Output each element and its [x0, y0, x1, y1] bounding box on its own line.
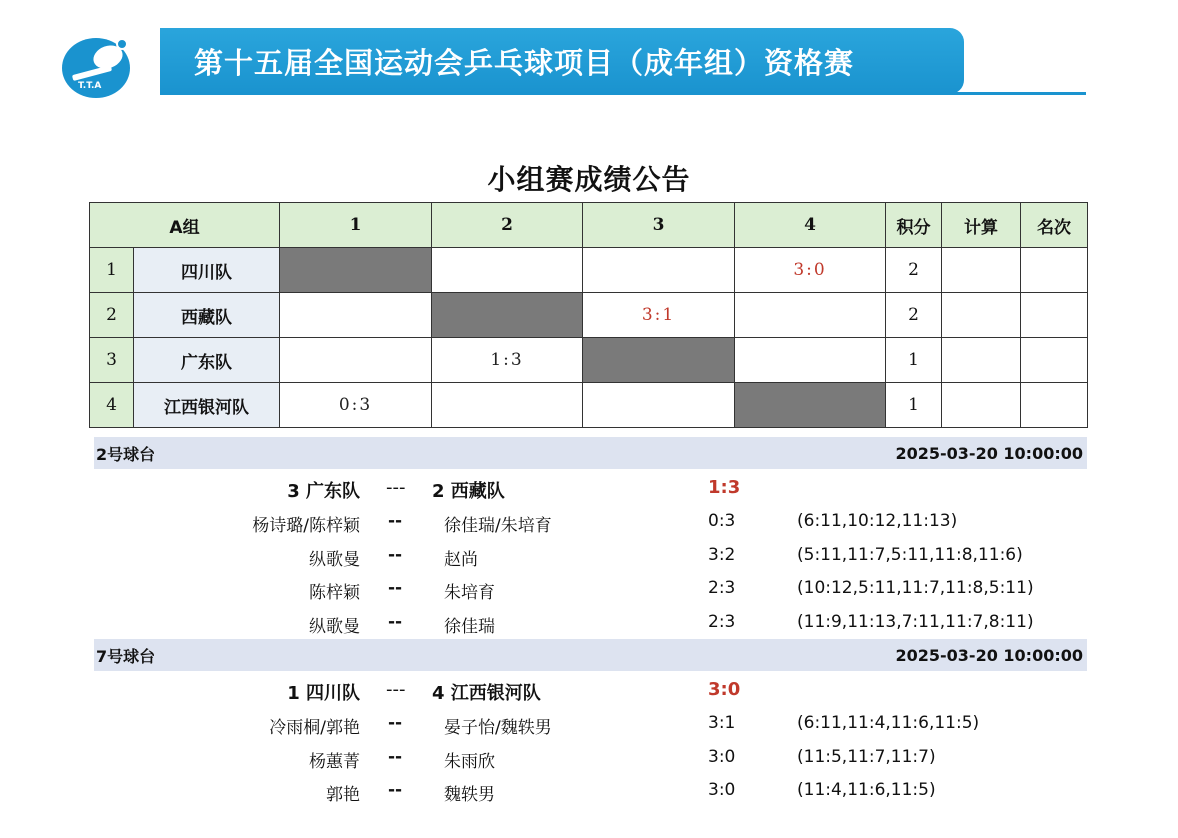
game-score: 2:3: [708, 578, 736, 598]
game-detail: (5:11,11:7,5:11,11:8,11:6): [797, 544, 1023, 565]
header-points: 积分: [886, 203, 942, 248]
away-team: 4 江西银河队: [432, 683, 541, 704]
table-row: [90, 293, 1088, 338]
calc-cell: [942, 338, 1021, 383]
game-dash: --: [388, 578, 403, 598]
game-detail: (11:5,11:7,11:7): [797, 746, 936, 767]
result-cell: [583, 248, 735, 293]
game-row: [0, 776, 1178, 806]
header-col-4: 4: [735, 203, 886, 248]
team-cell: [90, 338, 280, 383]
game-score: 3:0: [708, 746, 736, 767]
left-player: 郭艳: [326, 785, 360, 805]
team-score: 3:0: [708, 679, 741, 700]
game-detail: (6:11,10:12,11:13): [797, 511, 958, 531]
left-player: 杨蕙菁: [309, 751, 360, 772]
calc-cell: [942, 248, 1021, 293]
team-index: 4: [90, 383, 134, 427]
logo-text: T.T.A: [78, 81, 102, 91]
right-player: 徐佳瑞/朱培育: [444, 516, 552, 536]
result-cell: 3:0: [735, 248, 886, 293]
group-standings-table: [89, 202, 1088, 428]
result-cell: 0:3: [280, 383, 432, 428]
page-banner: [160, 28, 964, 94]
left-player: 纵歌曼: [309, 549, 360, 570]
right-player: 朱雨欣: [444, 751, 495, 772]
game-score: 0:3: [708, 511, 736, 531]
right-player: 徐佳瑞: [444, 616, 495, 637]
right-player: 晏子怡/魏轶男: [444, 718, 552, 738]
notice-title: 小组赛成绩公告: [487, 163, 691, 196]
rank-cell: [1021, 383, 1088, 428]
game-dash: --: [388, 511, 403, 531]
points-cell: 1: [886, 383, 942, 428]
home-team: 1 四川队: [287, 683, 360, 704]
rank-cell: [1021, 338, 1088, 383]
left-player: 陈梓颖: [309, 583, 360, 603]
game-dash: --: [388, 611, 403, 632]
team-index: 1: [90, 248, 134, 292]
left-player: 冷雨桐/郭艳: [269, 718, 360, 738]
game-row: [0, 608, 1178, 638]
game-row: [0, 574, 1178, 604]
result-cell: [735, 338, 886, 383]
diagonal-blank-cell: [280, 248, 432, 293]
match-datetime: 2025-03-20 10:00:00: [895, 645, 1083, 665]
calc-cell: [942, 293, 1021, 338]
away-team: 2 西藏队: [432, 481, 505, 502]
team-cell: [90, 293, 280, 338]
table-section-bar: [94, 639, 1087, 671]
right-player: 朱培育: [444, 583, 495, 603]
game-detail: (11:9,11:13,7:11,11:7,8:11): [797, 611, 1034, 632]
home-team: 3 广东队: [287, 481, 360, 502]
game-score: 3:2: [708, 544, 736, 565]
header-col-3: 3: [583, 203, 735, 248]
result-cell: 3:1: [583, 293, 735, 338]
result-cell: [432, 248, 583, 293]
team-name: 西藏队: [134, 293, 279, 337]
header-col-1: 1: [280, 203, 432, 248]
right-player: 赵尚: [444, 549, 478, 570]
team-name: 江西银河队: [134, 383, 279, 427]
team-name: 四川队: [134, 248, 279, 292]
result-cell: 1:3: [432, 338, 583, 383]
game-detail: (11:4,11:6,11:5): [797, 780, 936, 800]
result-cell: [280, 293, 432, 338]
game-dash: --: [388, 780, 403, 800]
team-score: 1:3: [708, 477, 741, 498]
table-name: 2号球台: [96, 444, 156, 464]
game-dash: --: [388, 713, 403, 733]
game-score: 3:1: [708, 713, 736, 733]
team-match-row: [0, 675, 1178, 705]
table-row: [90, 338, 1088, 383]
game-row: [0, 743, 1178, 773]
header-col-2: 2: [432, 203, 583, 248]
team-cell: [90, 383, 280, 428]
table-section-bar: [94, 437, 1087, 469]
header-calc: 计算: [942, 203, 1021, 248]
team-cell: [90, 248, 280, 293]
points-cell: 2: [886, 248, 942, 293]
game-row: [0, 709, 1178, 739]
game-dash: --: [388, 746, 403, 767]
header-group: A组: [90, 203, 280, 248]
team-match-row: [0, 473, 1178, 503]
result-cell: [583, 383, 735, 428]
page-title: 第十五届全国运动会乒乓球项目（成年组）资格赛: [194, 45, 855, 80]
team-dash: ---: [386, 477, 406, 498]
diagonal-blank-cell: [583, 338, 735, 383]
rank-cell: [1021, 248, 1088, 293]
result-cell: [735, 293, 886, 338]
table-name: 7号球台: [96, 646, 156, 666]
table-row: [90, 383, 1088, 428]
game-score: 2:3: [708, 611, 736, 632]
match-datetime: 2025-03-20 10:00:00: [895, 443, 1083, 463]
calc-cell: [942, 383, 1021, 428]
diagonal-blank-cell: [432, 293, 583, 338]
right-player: 魏轶男: [444, 785, 495, 805]
table-row: [90, 248, 1088, 293]
table-header-row: [90, 203, 1088, 248]
team-dash: ---: [386, 679, 406, 700]
banner-underline: [160, 92, 1086, 95]
table-tennis-logo-icon: [58, 30, 136, 100]
game-detail: (6:11,11:4,11:6,11:5): [797, 713, 980, 733]
game-row: [0, 541, 1178, 571]
game-score: 3:0: [708, 780, 736, 800]
game-dash: --: [388, 544, 403, 565]
points-cell: 1: [886, 338, 942, 383]
left-player: 杨诗璐/陈梓颖: [252, 516, 360, 536]
rank-cell: [1021, 293, 1088, 338]
game-row: [0, 507, 1178, 537]
left-player: 纵歌曼: [309, 616, 360, 637]
diagonal-blank-cell: [735, 383, 886, 428]
result-cell: [280, 338, 432, 383]
team-index: 3: [90, 338, 134, 382]
result-cell: [432, 383, 583, 428]
team-name: 广东队: [134, 338, 279, 382]
header-rank: 名次: [1021, 203, 1088, 248]
points-cell: 2: [886, 293, 942, 338]
team-index: 2: [90, 293, 134, 337]
game-detail: (10:12,5:11,11:7,11:8,5:11): [797, 578, 1034, 598]
